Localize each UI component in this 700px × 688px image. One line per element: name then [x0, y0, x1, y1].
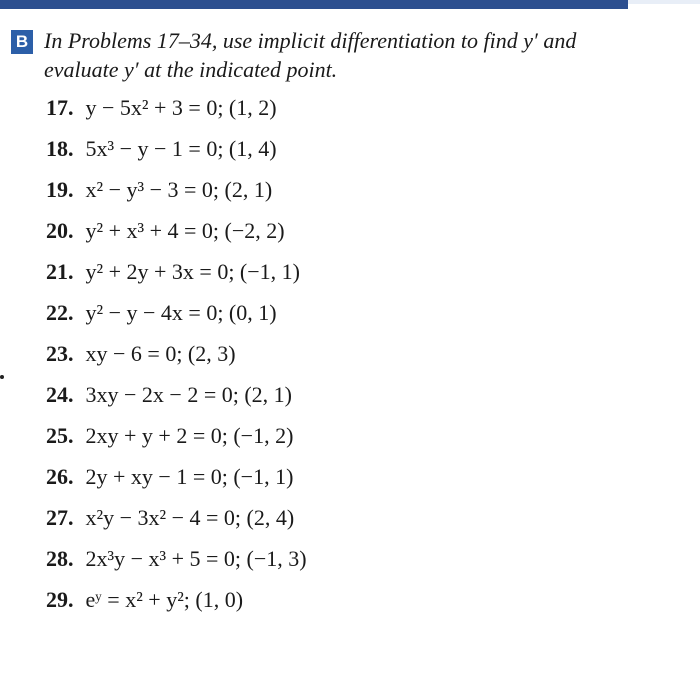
problem-number: 26. [46, 464, 74, 489]
problem-equation: eʸ = x² + y²; (1, 0) [85, 587, 244, 612]
problem-21 [46, 257, 300, 287]
problem-equation: 2xy + y + 2 = 0; (−1, 2) [85, 423, 294, 448]
problem-number: 24. [46, 382, 74, 407]
problem-equation: x²y − 3x² − 4 = 0; (2, 4) [85, 505, 295, 530]
instructions-line-2: evaluate y′ at the indicated point. [44, 57, 338, 82]
problem-17 [46, 93, 277, 123]
problem-number: 28. [46, 546, 74, 571]
margin-mark [0, 375, 4, 379]
problem-26 [46, 462, 293, 492]
problem-number: 19. [46, 177, 74, 202]
problem-number: 29. [46, 587, 74, 612]
problem-equation: 2x³y − x³ + 5 = 0; (−1, 3) [85, 546, 307, 571]
header-band-edge [628, 0, 700, 4]
problem-number: 20. [46, 218, 74, 243]
problem-27 [46, 503, 294, 533]
problem-number: 23. [46, 341, 74, 366]
header-band [0, 0, 628, 9]
problem-equation: y² + 2y + 3x = 0; (−1, 1) [85, 259, 300, 284]
instructions-line-1: In Problems 17–34, use implicit differentiation to find y′ and [44, 28, 577, 53]
instructions [44, 26, 664, 84]
problem-equation: y² + x³ + 4 = 0; (−2, 2) [85, 218, 285, 243]
problem-22 [46, 298, 277, 328]
problem-equation: xy − 6 = 0; (2, 3) [85, 341, 236, 366]
problem-28 [46, 544, 307, 574]
problem-24 [46, 380, 292, 410]
problem-23 [46, 339, 236, 369]
problem-19 [46, 175, 272, 205]
problem-29 [46, 585, 243, 615]
problem-equation: 2y + xy − 1 = 0; (−1, 1) [85, 464, 294, 489]
problem-number: 17. [46, 95, 74, 120]
problem-number: 22. [46, 300, 74, 325]
problem-equation: x² − y³ − 3 = 0; (2, 1) [85, 177, 273, 202]
problem-equation: 5x³ − y − 1 = 0; (1, 4) [85, 136, 277, 161]
problem-equation: y − 5x² + 3 = 0; (1, 2) [85, 95, 277, 120]
problem-equation: 3xy − 2x − 2 = 0; (2, 1) [85, 382, 292, 407]
problem-18 [46, 134, 277, 164]
section-badge: B [11, 30, 33, 54]
problem-number: 25. [46, 423, 74, 448]
problem-number: 27. [46, 505, 74, 530]
problem-equation: y² − y − 4x = 0; (0, 1) [85, 300, 277, 325]
problem-number: 18. [46, 136, 74, 161]
problem-25 [46, 421, 293, 451]
problem-20 [46, 216, 285, 246]
problem-number: 21. [46, 259, 74, 284]
